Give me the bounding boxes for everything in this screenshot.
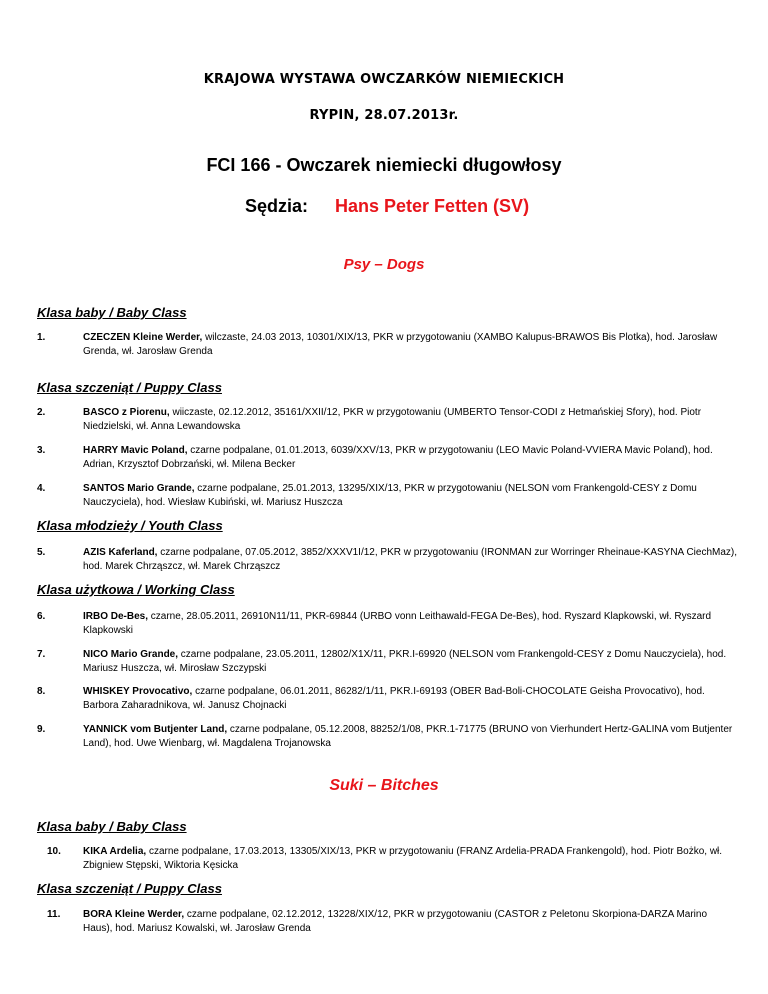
entry-text — [83, 546, 738, 574]
entry-number: 5. — [37, 547, 46, 558]
entry-details: czarne, 28.05.2011, 26910N11/11, PKR-69844 (URBO vonn Leithawald-FEGA De-Bes), hod. Ryszard Klapkowski, wł. Ryszard Klapkowski — [83, 611, 712, 636]
judge-row — [245, 196, 529, 217]
entry-name: HARRY Mavic Poland, — [83, 445, 188, 456]
entry-number: 4. — [37, 483, 46, 494]
entry-text — [83, 648, 738, 676]
show-location-date: RYPIN, 28.07.2013r. — [309, 108, 459, 123]
entry-number: 9. — [37, 724, 46, 735]
entry-number: 1. — [37, 332, 46, 343]
breed-title: FCI 166 - Owczarek niemiecki długowłosy — [206, 155, 562, 175]
show-title: KRAJOWA WYSTAWA OWCZARKÓW NIEMIECKICH — [203, 72, 565, 87]
entry-name: YANNICK vom Butjenter Land, — [83, 724, 228, 735]
class-title: Klasa baby / Baby Class — [37, 305, 187, 320]
entry-number: 8. — [37, 686, 46, 697]
entry-number: 11. — [47, 909, 61, 920]
entry-text — [83, 723, 738, 751]
class-title: Klasa szczeniąt / Puppy Class — [37, 380, 222, 395]
entry-details: czarne podpalane, 01.01.2013, 6039/XXV/13, PKR w przygotowaniu (LEO Mavic Poland-VVIERA Mavic Poland), hod. Adrian, Krzysztof Dobrzański, wł. Milena Becker — [83, 445, 713, 470]
entry-name: BORA Kleine Werder, — [83, 909, 185, 920]
entry-name: BASCO z Piorenu, — [83, 407, 170, 418]
entry-text — [83, 845, 738, 873]
entry-name: NICO Mario Grande, — [83, 649, 179, 660]
entry-text — [83, 331, 738, 359]
entry-details: czarne podpalane, 05.12.2008, 88252/1/08, PKR.1-71775 (BRUNO von Vierhundert Hertz-GALINA vom Butjenter Land), hod. Uwe Wienbarg, wł. Magdalena Trojanowska — [83, 724, 733, 749]
entry-number: 3. — [37, 445, 46, 456]
class-title: Klasa młodzieży / Youth Class — [37, 518, 223, 533]
entry-details: czarne podpalane, 25.01.2013, 13295/XIX/13, PKR w przygotowaniu (NELSON vom Frankengold-CESY z Domu Nauczyciela), hod. Wiesław Kubiński, wł. Mariusz Huszcza — [83, 483, 697, 508]
entry-details: czarne podpalane, 06.01.2011, 86282/1/11, PKR.I-69193 (OBER Bad-Boli-CHOCOLATE Geisha Provocativo), hod. Barbora Zaharadnikova, wł. Janusz Chojnacki — [83, 686, 705, 711]
entry-name: SANTOS Mario Grande, — [83, 483, 195, 494]
entry-details: wilczaste, 24.03 2013, 10301/XIX/13, PKR w przygotowaniu (XAMBO Kalupus-BRAWOS Bis Plotka), hod. Jarosław Grenda, wł. Jarosław Grenda — [83, 332, 718, 357]
judge-label: Sędzia: — [245, 196, 309, 216]
entry-text — [83, 444, 738, 472]
entry-details: czarne podpalane, 23.05.2011, 12802/X1X/11, PKR.I-69920 (NELSON vom Frankengold-CESY z Domu Nauczyciela), hod. Mariusz Huszcza, wł. Mirosław Szczypski — [83, 649, 727, 674]
entry-name: AZIS Kaferland, — [83, 547, 158, 558]
entry-text — [83, 482, 738, 510]
entry-details: wiiczaste, 02.12.2012, 35161/XXII/12, PKR w przygotowaniu (UMBERTO Tensor-CODI z Hetmańskiej Sfory), hod. Piotr Niedzielski, wł. Anna Lewandowska — [83, 407, 702, 432]
class-title: Klasa szczeniąt / Puppy Class — [37, 881, 222, 896]
entry-number: 6. — [37, 611, 46, 622]
entry-number: 7. — [37, 649, 46, 660]
entry-details: czarne podpalane, 07.05.2012, 3852/XXXV1I/12, PKR w przygotowaniu (IRONMAN zur Worringer Rheinaue-KASYNA CiechMaz), hod. Marek Chrząszcz, wł. Marek Chrząszcz — [83, 547, 738, 572]
entry-number: 10. — [47, 846, 61, 857]
section-dogs-title: Psy – Dogs — [343, 256, 425, 273]
class-title: Klasa baby / Baby Class — [37, 819, 187, 834]
entry-details: czarne podpalane, 17.03.2013, 13305/XIX/13, PKR w przygotowaniu (FRANZ Ardelia-PRADA Frankengold), hod. Piotr Bożko, wł. Zbigniew Stępski, Wiktoria Kęsicka — [83, 846, 723, 871]
entry-name: KIKA Ardelia, — [83, 846, 147, 857]
entry-text — [83, 908, 738, 936]
entry-name: IRBO De-Bes, — [83, 611, 149, 622]
entry-text — [83, 685, 738, 713]
section-bitches-title: Suki – Bitches — [329, 777, 439, 794]
entry-details: czarne podpalane, 02.12.2012, 13228/XIX/12, PKR w przygotowaniu (CASTOR z Peletonu Skorpiona-DARZA Marino Haus), hod. Mariusz Kowalski, wł. Jarosław Grenda — [83, 909, 708, 934]
judge-name: Hans Peter Fetten (SV) — [335, 196, 530, 216]
class-title: Klasa użytkowa / Working Class — [37, 582, 235, 597]
entry-text — [83, 406, 738, 434]
entry-number: 2. — [37, 407, 46, 418]
entry-name: WHISKEY Provocativo, — [83, 686, 193, 697]
entry-text — [83, 610, 738, 638]
entry-name: CZECZEN Kleine Werder, — [83, 332, 203, 343]
